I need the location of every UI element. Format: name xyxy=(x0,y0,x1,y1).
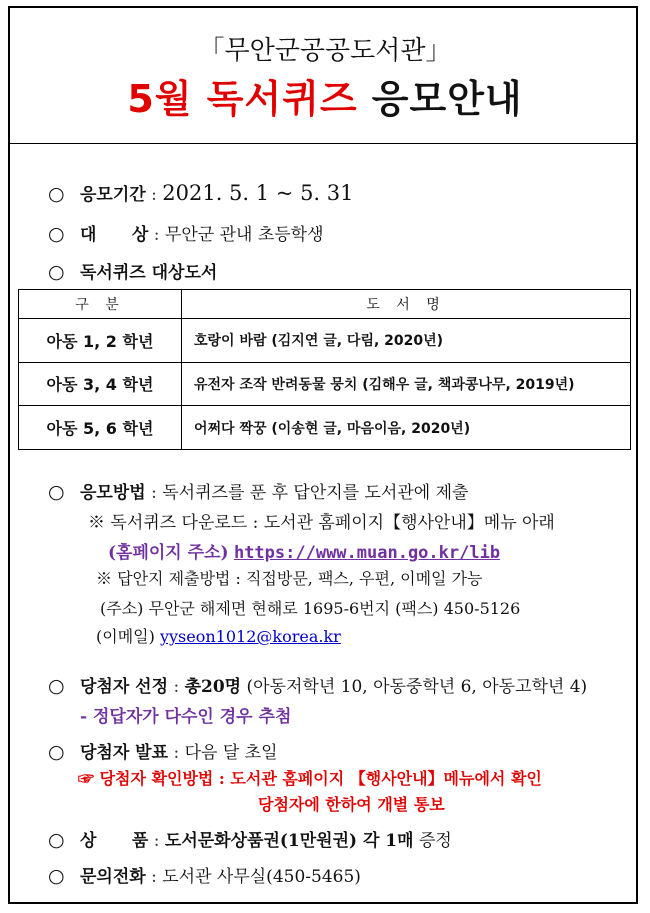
method-label: 응모방법 xyxy=(80,483,146,503)
title-cell: 유전자 조작 반려동물 뭉치 (김해우 글, 책과콩나무, 2019년) xyxy=(182,362,631,406)
prize-value: 도서문화상품권(1만원권) 각 1매 xyxy=(164,831,414,851)
announce-check2: 당첨자에 한하여 개별 통보 xyxy=(258,795,445,814)
contact-label: 문의전화 xyxy=(80,867,146,887)
col-header-grade: 구 분 xyxy=(19,290,182,319)
grade-cell: 아동 3, 4 학년 xyxy=(19,362,182,406)
announce-check: 당첨자 확인방법 : 도서관 홈페이지 【행사안내】메뉴에서 확인 xyxy=(99,769,542,788)
address-line: (주소) 무안군 해제면 현해로 1695-6번지 (팩스) 450-5126 xyxy=(100,599,521,618)
email-link[interactable]: yyseon1012@korea.kr xyxy=(159,627,341,646)
reference-mark-icon: ※ xyxy=(96,569,113,588)
circle-bullet-icon: ○ xyxy=(48,183,65,205)
winners-label: 당첨자 선정 xyxy=(80,677,169,697)
title-divider xyxy=(10,143,636,144)
title-black: 응모안내 xyxy=(371,77,523,121)
page-title xyxy=(0,68,650,123)
announce-check-line xyxy=(78,766,542,789)
grade-cell: 아동 1, 2 학년 xyxy=(19,319,182,363)
email-line xyxy=(96,624,341,647)
announce-line: ○ 당첨자 발표 : 다음 달 초일 xyxy=(48,741,278,763)
books-heading: 독서퀴즈 대상도서 xyxy=(80,263,218,283)
homepage-link[interactable]: https://www.muan.go.kr/lib xyxy=(233,543,501,563)
grade-cell: 아동 5, 6 학년 xyxy=(19,406,182,450)
circle-bullet-icon: ○ xyxy=(48,675,65,697)
period-line: ○ 응모기간 : 2021. 5. 1 ~ 5. 31 xyxy=(48,181,354,205)
email-label: (이메일) xyxy=(96,627,155,646)
circle-bullet-icon: ○ xyxy=(48,481,65,503)
winners-line: ○ 당첨자 선정 : 총20명 (아동저학년 10, 아동중학년 6, 아동고학년 4) xyxy=(48,675,588,697)
reference-mark-icon: ※ xyxy=(88,513,105,533)
winners-total: 총20명 xyxy=(184,677,242,697)
homepage-label: (홈페이지 주소) xyxy=(108,543,229,563)
pointing-hand-icon: ☞ xyxy=(78,769,95,788)
title-cell: 어쩌다 짝꿍 (이송현 글, 마음이음, 2020년) xyxy=(182,406,631,450)
books-heading-line xyxy=(48,258,217,283)
announce-value: 다음 달 초일 xyxy=(184,743,278,763)
period-value: 2021. 5. 1 ~ 5. 31 xyxy=(162,181,354,205)
table-row xyxy=(19,362,631,406)
table-header-row xyxy=(19,290,631,319)
title-red: 5월 독서퀴즈 xyxy=(127,77,358,121)
contact-value: 도서관 사무실(450-5465) xyxy=(162,867,361,887)
table-row xyxy=(19,319,631,363)
download-text: 독서퀴즈 다운로드 : 도서관 홈페이지【행사안내】메뉴 아래 xyxy=(110,513,555,533)
winners-note: - 정답자가 다수인 경우 추첨 xyxy=(80,707,292,727)
circle-bullet-icon: ○ xyxy=(48,261,65,283)
method-line: ○ 응모방법 : 독서퀴즈를 푼 후 답안지를 도서관에 제출 xyxy=(48,481,469,503)
circle-bullet-icon: ○ xyxy=(48,741,65,763)
col-header-title: 도 서 명 xyxy=(182,290,631,319)
period-label: 응모기간 xyxy=(80,185,146,205)
books-table xyxy=(18,289,631,450)
prize-line: ○ 상 품 : 도서문화상품권(1만원권) 각 1매 증정 xyxy=(48,829,452,851)
method-value: 독서퀴즈를 푼 후 답안지를 도서관에 제출 xyxy=(162,483,469,503)
prize-rest: 증정 xyxy=(418,831,452,851)
circle-bullet-icon: ○ xyxy=(48,829,65,851)
circle-bullet-icon: ○ xyxy=(48,223,65,245)
download-line xyxy=(88,508,555,533)
submit-line xyxy=(96,566,482,589)
prize-label: 상 품 xyxy=(80,831,149,851)
circle-bullet-icon: ○ xyxy=(48,865,65,887)
announce-label: 당첨자 발표 xyxy=(80,743,169,763)
winners-detail: (아동저학년 10, 아동중학년 6, 아동고학년 4) xyxy=(246,677,588,697)
target-label: 대 상 xyxy=(80,225,149,245)
contact-line: ○ 문의전화 : 도서관 사무실(450-5465) xyxy=(48,865,361,887)
target-line: ○ 대 상 : 무안군 관내 초등학생 xyxy=(48,223,324,245)
table-row xyxy=(19,406,631,450)
organization-title: 「무안군공공도서관」 xyxy=(198,36,452,66)
title-cell: 호랑이 바람 (김지연 글, 다림, 2020년) xyxy=(182,319,631,363)
homepage-line xyxy=(108,538,500,563)
target-value: 무안군 관내 초등학생 xyxy=(164,225,324,245)
submit-text: 답안지 제출방법 : 직접방문, 팩스, 우편, 이메일 가능 xyxy=(117,569,483,588)
